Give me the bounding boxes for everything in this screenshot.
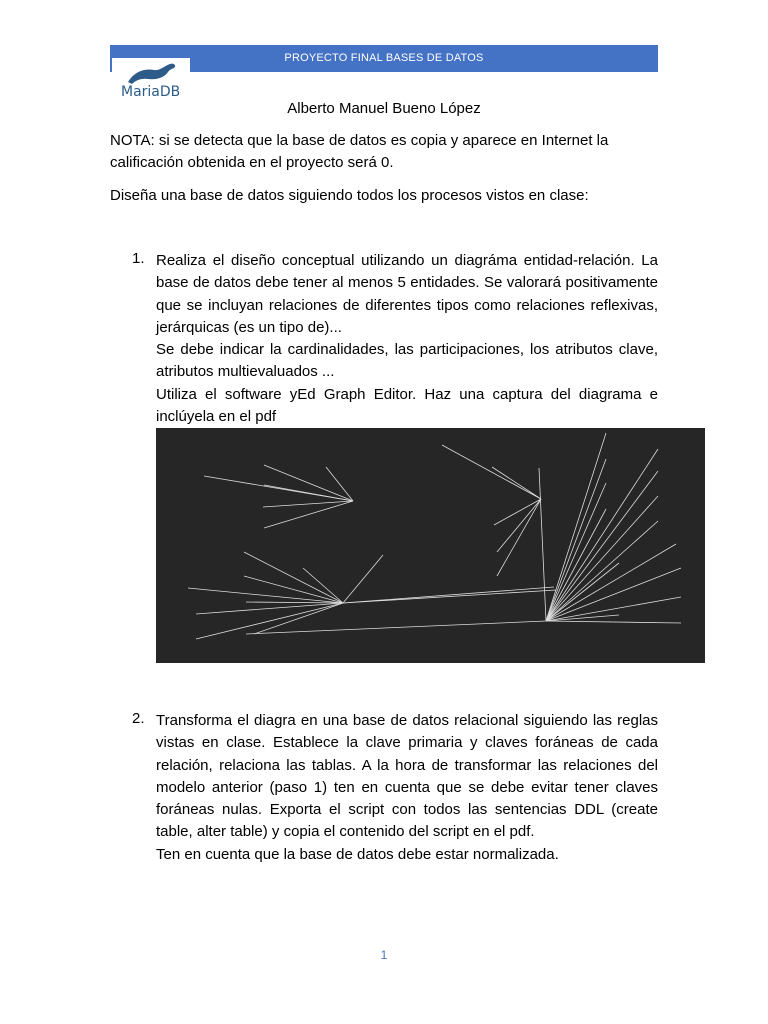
nota-paragraph: NOTA: si se detecta que la base de datos es copia y aparece en Internet la calificación obtenida en el proyecto será 0. (110, 132, 609, 171)
connector-line (546, 621, 681, 623)
connector-line (246, 602, 343, 603)
connector-line (343, 587, 554, 603)
connector-line (343, 590, 556, 603)
connector-line (497, 499, 541, 552)
connector-line (546, 521, 658, 621)
connector-line (264, 485, 353, 501)
item-1-paragraph: Se debe indicar la cardinalidades, las participaciones, los atributos clave, atributos multievaluados ... (156, 341, 658, 381)
connector-line (264, 501, 353, 528)
connector-line (442, 445, 541, 499)
item-1-number: 1. (132, 250, 145, 267)
connector-line (188, 588, 343, 603)
document-header-bar (110, 45, 658, 72)
header-title: PROYECTO FINAL BASES DE DATOS (284, 52, 484, 64)
logo-text: MariaDB (121, 84, 181, 100)
connector-line (264, 465, 353, 501)
connector-line (546, 615, 619, 621)
author-name: Alberto Manuel Bueno López (287, 100, 481, 117)
item-1-text (156, 250, 658, 428)
connector-line (343, 555, 383, 603)
er-diagram-screenshot (156, 428, 705, 663)
er-diagram (156, 428, 705, 663)
connector-line (546, 483, 606, 621)
sea-lion-icon (120, 60, 180, 86)
connector-line (546, 449, 658, 621)
connector-line (546, 471, 658, 621)
connector-line (254, 603, 343, 634)
connector-line (492, 467, 541, 499)
connector-line (263, 501, 353, 507)
item-2-paragraph: Ten en cuenta que la base de datos debe estar normalizada. (156, 845, 559, 863)
connector-line (246, 621, 546, 634)
connector-line (497, 499, 541, 576)
connector-line (539, 468, 546, 621)
mariadb-logo (112, 58, 190, 102)
page-number: 1 (380, 948, 388, 962)
item-2-number: 2. (132, 710, 145, 727)
connector-line (244, 552, 343, 603)
connector-line (546, 496, 658, 621)
item-2-paragraph: Transforma el diagra en una base de datos relacional siguiendo las reglas vistas en clase. Establece la clave primaria y claves foráneas de cada relación, relaciona las tablas. A la hora de transformar las relaciones del modelo anterior (paso 1) ten en cuenta que se debe evitar tener claves foráneas nulas. Exporta el script con todos las sentencias DDL (create table, alter table) y copia el contenido del script en el pdf. (156, 712, 658, 841)
item-1-paragraph: Utiliza el software yEd Graph Editor. Haz una captura del diagrama e inclúyela en el pdf (156, 385, 658, 426)
intro-paragraph: Diseña una base de datos siguiendo todos los procesos vistos en clase: (110, 187, 589, 204)
item-2-text (156, 710, 658, 866)
item-1-paragraph: Realiza el diseño conceptual utilizando un diagráma entidad-relación. La base de datos debe tener al menos 5 entidades. Se valorará positivamente que se incluyan relaciones de diferentes tipos como relaciones reflexivas, jerárquicas (es un tipo de)... (156, 252, 658, 336)
connector-line (546, 433, 606, 621)
